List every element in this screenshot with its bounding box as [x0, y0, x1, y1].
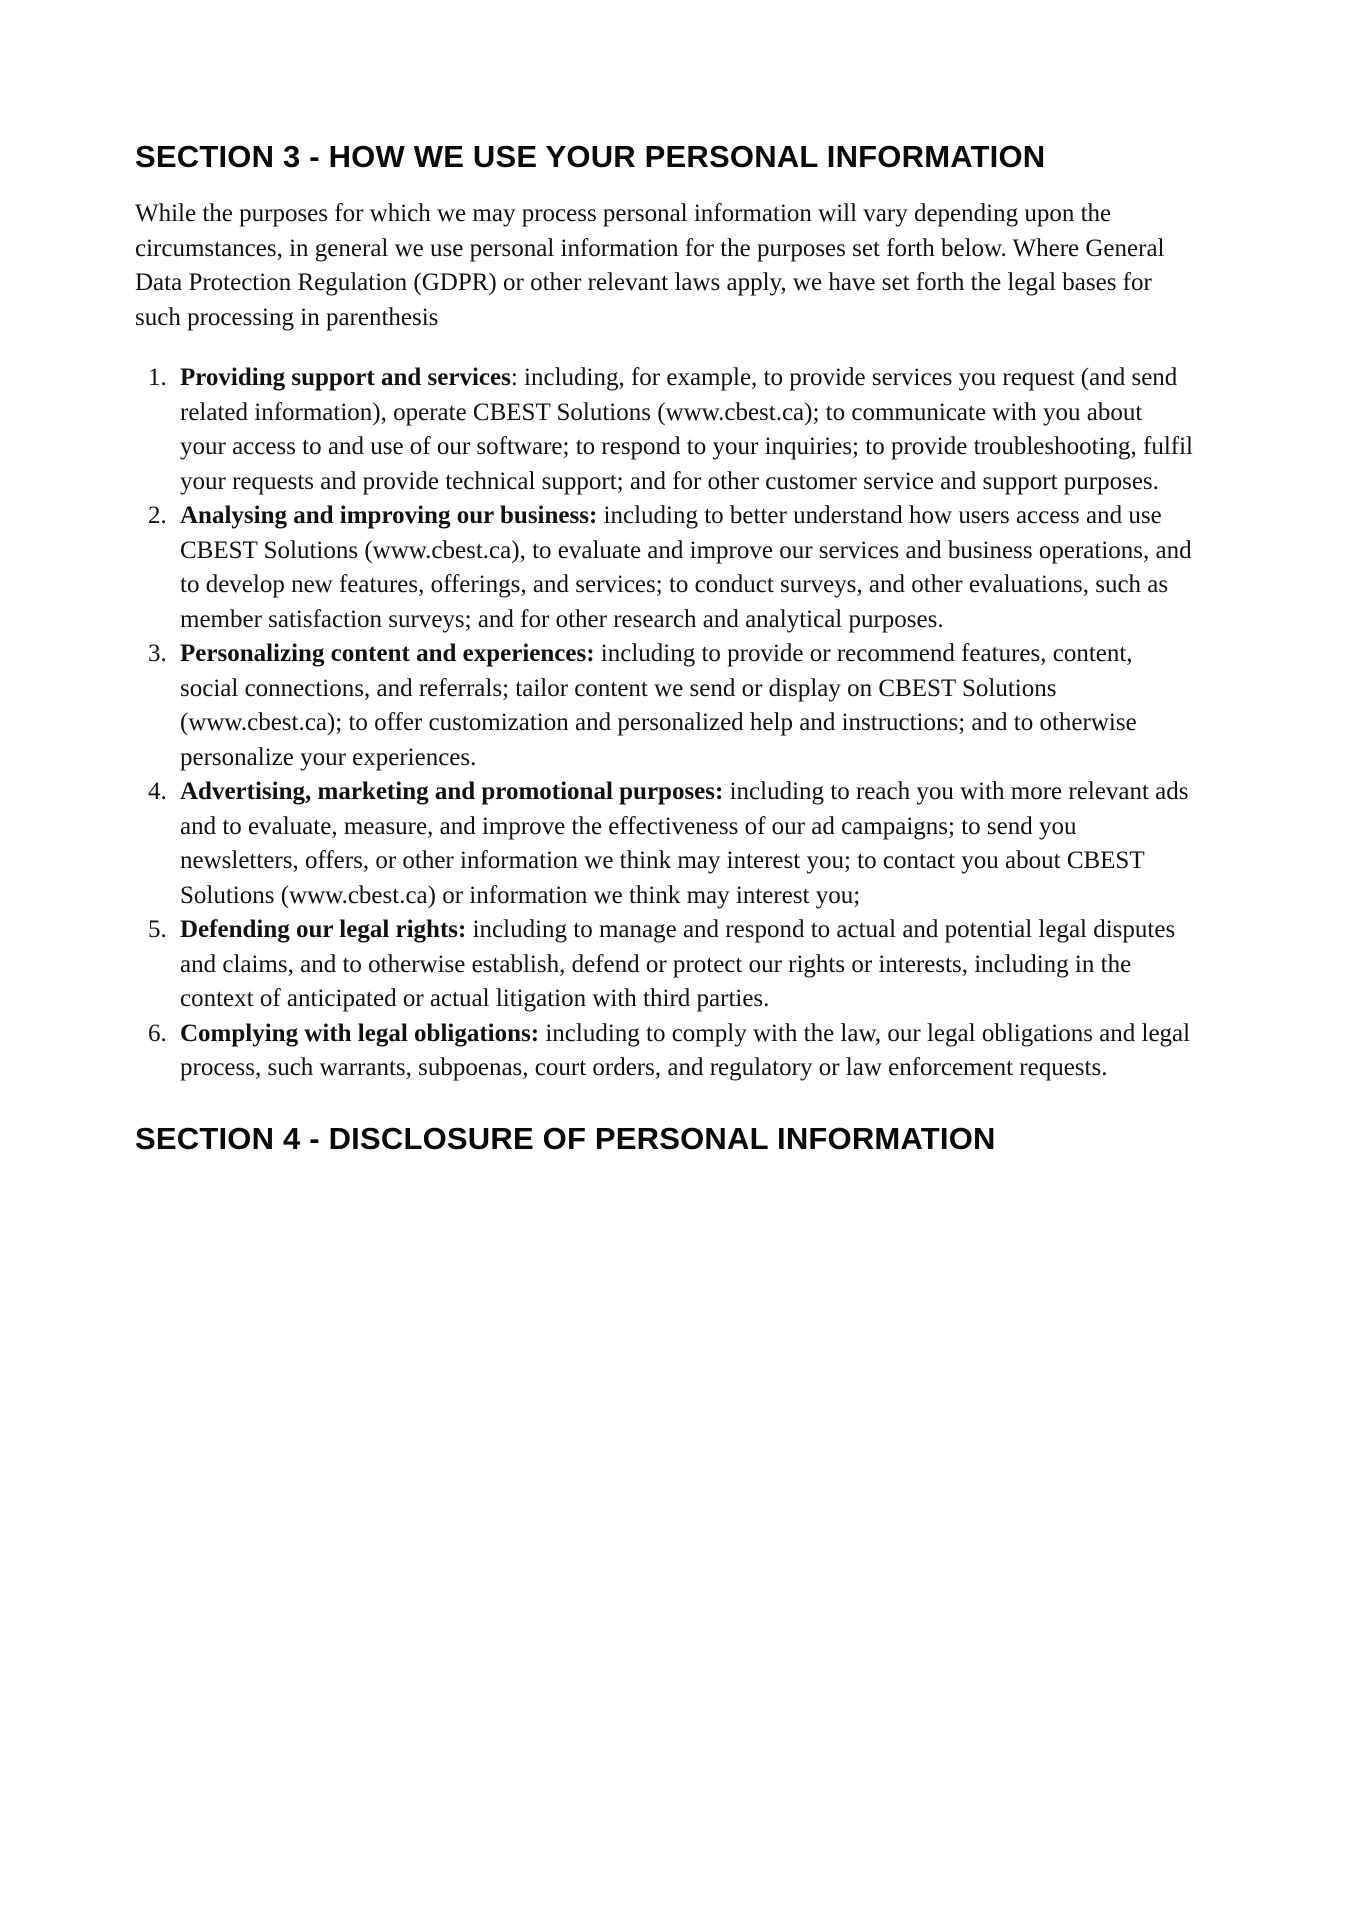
- list-item: [148, 1017, 1193, 1086]
- section-3-intro-paragraph: While the purposes for which we may process personal information will vary depending upon the circumstances, in general we use personal information for the purposes set forth below. Where General Data Protection Regulation (GDPR) or other relevant laws apply, we have set forth the legal bases for such processing in parenthesis: [135, 200, 1165, 331]
- list-item-lead: Advertising, marketing and promotional purposes:: [180, 778, 724, 806]
- purpose-list: [135, 361, 1193, 1086]
- list-item-text: [180, 775, 1193, 913]
- list-item-lead: Analysing and improving our business:: [180, 502, 598, 530]
- list-item-text: [180, 913, 1193, 1017]
- list-item-lead: Complying with legal obligations:: [180, 1019, 540, 1047]
- list-item-body: including to comply with the law, our legal obligations and legal process, such warrants, subpoenas, court orders, and regulatory or law enforcement requests.: [180, 1019, 1191, 1082]
- list-item: [148, 913, 1193, 1017]
- list-item-body: including to manage and respond to actual and potential legal disputes and claims, and to otherwise establish, defend or protect our rights or interests, including in the context of anticipated or actual litigation with third parties.: [180, 916, 1176, 1013]
- list-item-text: [180, 1017, 1193, 1086]
- list-item-text: [180, 499, 1193, 637]
- list-item-number: 6.: [148, 1019, 167, 1047]
- list-item-body: including to better understand how users access and use CBEST Solutions (www.cbest.ca), to evaluate and improve our services and business operations, and to develop new features, offerings, and services; to conduct surveys, and other evaluations, such as member satisfaction surveys; and for other research and analytical purposes.: [180, 502, 1192, 633]
- section-3-heading: SECTION 3 - HOW WE USE YOUR PERSONAL INFORMATION: [135, 139, 1046, 174]
- list-item: [148, 637, 1193, 775]
- list-item-lead: Defending our legal rights:: [180, 916, 467, 944]
- list-item-body: : including, for example, to provide services you request (and send related information), operate CBEST Solutions (www.cbest.ca); to communicate with you about your access to and use of our software; to respond to your inquiries; to provide troubleshooting, fulfil your requests and provide technical support; and for other customer service and support purposes.: [180, 364, 1193, 495]
- list-item-text: [180, 361, 1193, 499]
- list-item-lead: Personalizing content and experiences:: [180, 640, 595, 668]
- list-item-text: [180, 637, 1193, 775]
- section-4-heading: SECTION 4 - DISCLOSURE OF PERSONAL INFORMATION: [135, 1120, 996, 1156]
- list-item-number: 2.: [148, 502, 167, 530]
- list-item-lead: Providing support and services: [180, 364, 511, 392]
- list-item: [148, 361, 1193, 499]
- list-item-number: 1.: [148, 364, 167, 392]
- list-item: [148, 499, 1193, 637]
- list-item-body: including to reach you with more relevant ads and to evaluate, measure, and improve the effectiveness of our ad campaigns; to send you newsletters, offers, or other information we think may interest you; to contact you about CBEST Solutions (www.cbest.ca) or information we think may interest you;: [180, 778, 1189, 909]
- list-item-body: including to provide or recommend features, content, social connections, and referrals; tailor content we send or display on CBEST Solutions (www.cbest.ca); to offer customization and personalized help and instructions; and to otherwise personalize your experiences.: [180, 640, 1137, 771]
- list-item-number: 4.: [148, 778, 167, 806]
- list-item: [148, 775, 1193, 913]
- list-item-number: 5.: [148, 916, 167, 944]
- list-item-number: 3.: [148, 640, 167, 668]
